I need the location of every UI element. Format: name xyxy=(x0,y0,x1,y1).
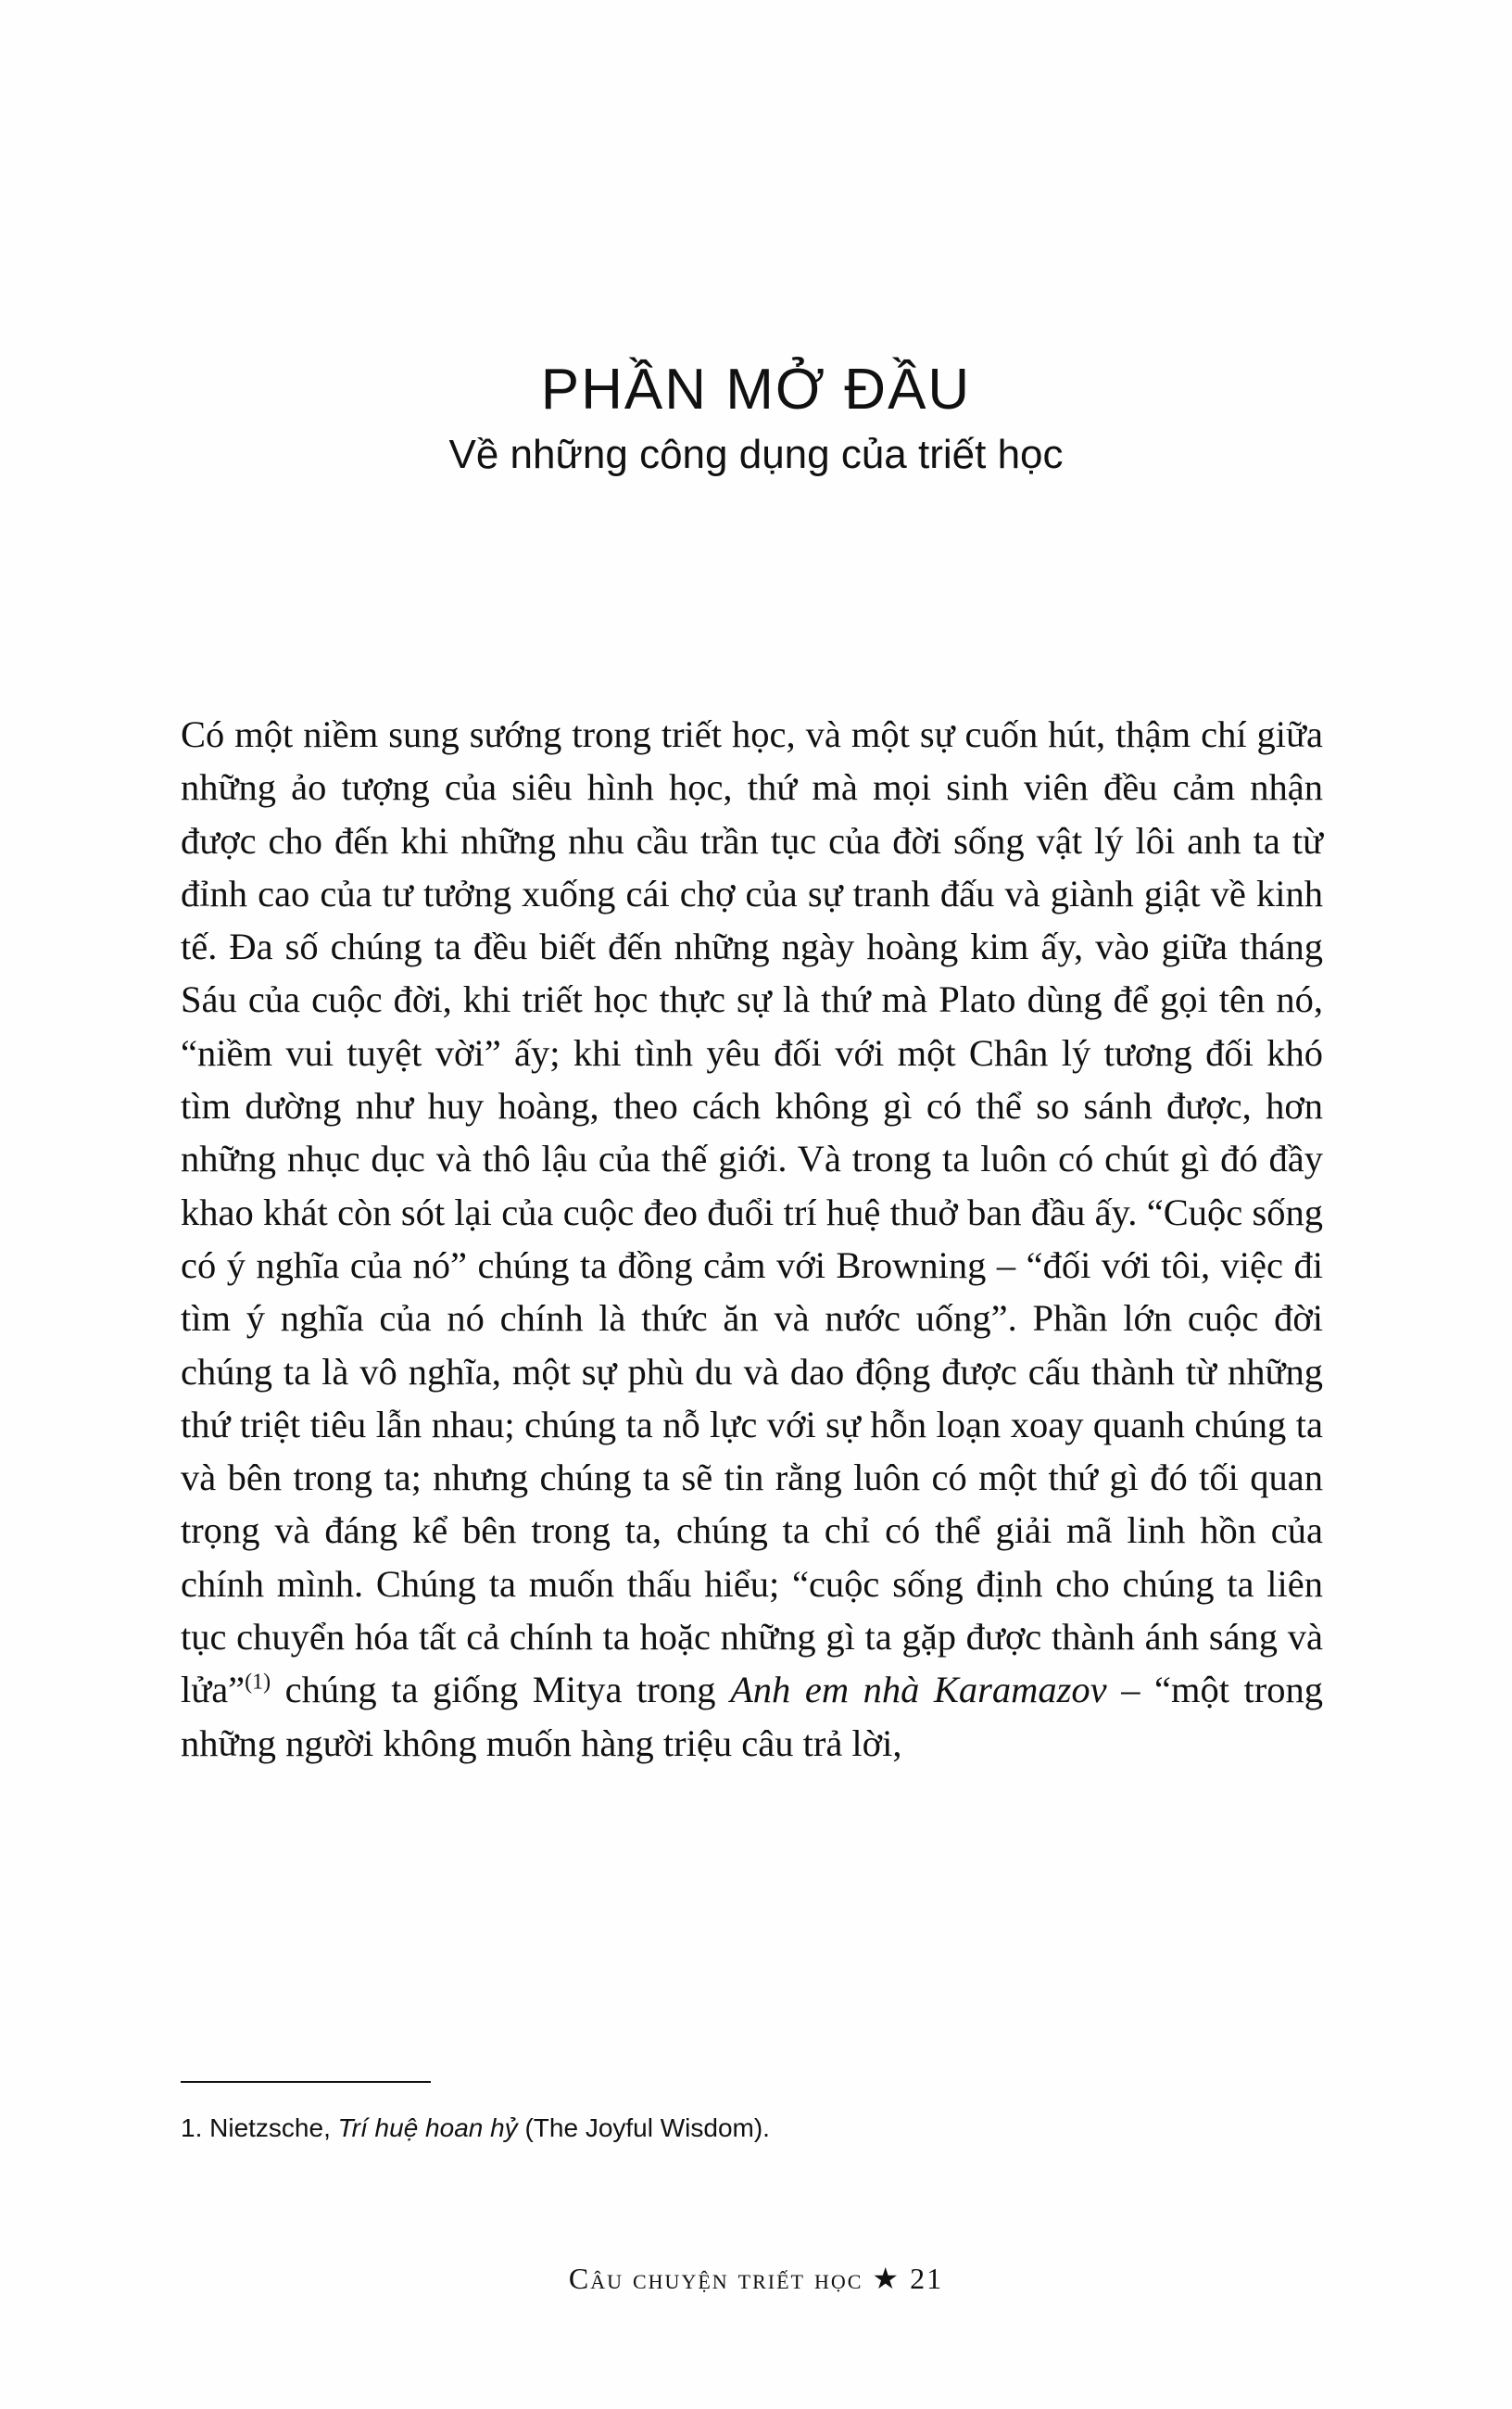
star-icon: ★ xyxy=(872,2262,901,2295)
footnote-number: 1. xyxy=(181,2113,203,2142)
page-number: 21 xyxy=(910,2262,944,2295)
chapter-subtitle: Về những công dụng của triết học xyxy=(448,432,1064,477)
footnote-original-title: (The Joyful Wisdom). xyxy=(517,2113,770,2142)
footnote-reference[interactable]: (1) xyxy=(245,1670,271,1695)
footnote xyxy=(181,2113,770,2143)
body-text-part-1: Có một niềm sung sướng trong triết học, và một sự cuốn hút, thậm chí giữa những ảo tượng của siêu hình học, thứ mà mọi sinh viên đều cảm nhận được cho đến khi những nhu cầu trần tục của đời sống vật lý lôi anh ta từ đỉnh cao của tư tưởng xuống cái chợ của sự tranh đấu và giành giật về kinh tế. Đa số chúng ta đều biết đến những ngày hoàng kim ấy, vào giữa tháng Sáu của cuộc đời, khi triết học thực sự là thứ mà Plato dùng để gọi tên nó, “niềm vui tuyệt vời” ấy; khi tình yêu đối với một Chân lý tương đối khó tìm dường như huy hoàng, theo cách không gì có thể so sánh được, hơn những nhục dục và thô lậu của thế giới. Và trong ta luôn có chút gì đó đầy khao khát còn sót lại của cuộc đeo đuổi trí huệ thuở ban đầu ấy. “Cuộc sống có ý nghĩa của nó” chúng ta đồng cảm với Browning – “đối với tôi, việc đi tìm ý nghĩa của nó chính là thức ăn và nước uống”. Phần lớn cuộc đời chúng ta là vô nghĩa, một sự phù du và dao động được cấu thành từ những thứ triệt tiêu lẫn nhau; chúng ta nỗ lực với sự hỗn loạn xoay quanh chúng ta và bên trong ta; nhưng chúng ta sẽ tin rằng luôn có một thứ gì đó tối quan trọng và đáng kể bên trong ta, chúng ta chỉ có thể giải mã linh hồn của chính mình. Chúng ta muốn thấu hiểu; “cuộc sống định cho chúng ta liên tục chuyển hóa tất cả chính ta hoặc những gì ta gặp được thành ánh sáng và lửa” xyxy=(181,713,1323,1711)
book-title: Anh em nhà Karamazov xyxy=(730,1669,1107,1711)
footnote-title: Trí huệ hoan hỷ xyxy=(337,2113,518,2142)
body-paragraph xyxy=(181,708,1323,1770)
footnote-divider xyxy=(181,2081,431,2083)
footer-book-name: Câu chuyện triết học xyxy=(568,2262,863,2295)
body-text-part-3: – “một trong những người không muốn hàng triệu câu trả lời, xyxy=(181,1669,1323,1764)
body-text-part-2: chúng ta giống Mitya trong xyxy=(271,1669,731,1711)
footnote-author: Nietzsche, xyxy=(202,2113,338,2142)
running-footer xyxy=(0,2261,1512,2296)
chapter-title: PHẦN MỞ ĐẦU xyxy=(540,358,972,422)
